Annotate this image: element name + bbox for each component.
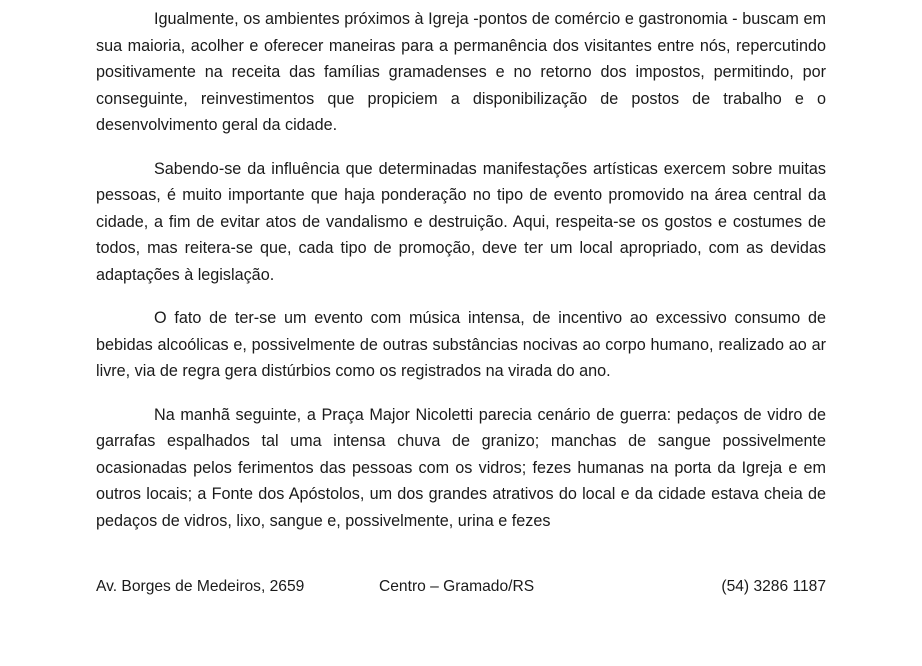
page-footer <box>96 575 826 599</box>
footer-phone: (54) 3286 1187 <box>721 578 826 595</box>
paragraph-commerce: Igualmente, os ambientes próximos à Igreja -pontos de comércio e gastronomia - buscam em sua maioria, acolher e oferecer maneiras para a permanência dos visitantes entre nós, repercutindo positivamente na receita das famílias gramadenses e no retorno dos impostos, permitindo, por conseguinte, reinvestimentos que propiciem a disponibilização de postos de trabalho e o desenvolvimento geral da cidade. <box>96 10 826 134</box>
footer-city: Centro – Gramado/RS <box>379 578 535 595</box>
paragraph-aftermath: Na manhã seguinte, a Praça Major Nicoletti parecia cenário de guerra: pedaços de vidro de garrafas espalhados tal uma intensa chuva de granizo; manchas de sangue possivelmente ocasionadas pelos ferimentos das pessoas com os vidros; fezes humanas na porta da Igreja e em outros locais; a Fonte dos Apóstolos, um dos grandes atrativos do local e da cidade estava cheia de pedaços de vidros, lixo, sangue e, possivelmente, urina e fezes <box>96 405 826 530</box>
footer-address: Av. Borges de Medeiros, 2659 <box>96 578 305 595</box>
paragraph-artistic-events: Sabendo-se da influência que determinadas manifestações artísticas exercem sobre muitas pessoas, é muito importante que haja ponderação no tipo de evento promovido na área central da cidade, a fim de evitar atos de vandalismo e destruição. Aqui, respeita-se os gostos e costumes de todos, mas reitera-se que, cada tipo de promoção, deve ter um local apropriado, com as devidas adaptações à legislação. <box>96 159 826 284</box>
paragraph-loud-music-event: O fato de ter-se um evento com música intensa, de incentivo ao excessivo consumo de bebidas alcoólicas e, possivelmente de outras substâncias nocivas ao corpo humano, realizado ao ar livre, via de regra gera distúrbios como os registrados na virada do ano. <box>96 309 826 380</box>
document-body <box>96 6 826 551</box>
